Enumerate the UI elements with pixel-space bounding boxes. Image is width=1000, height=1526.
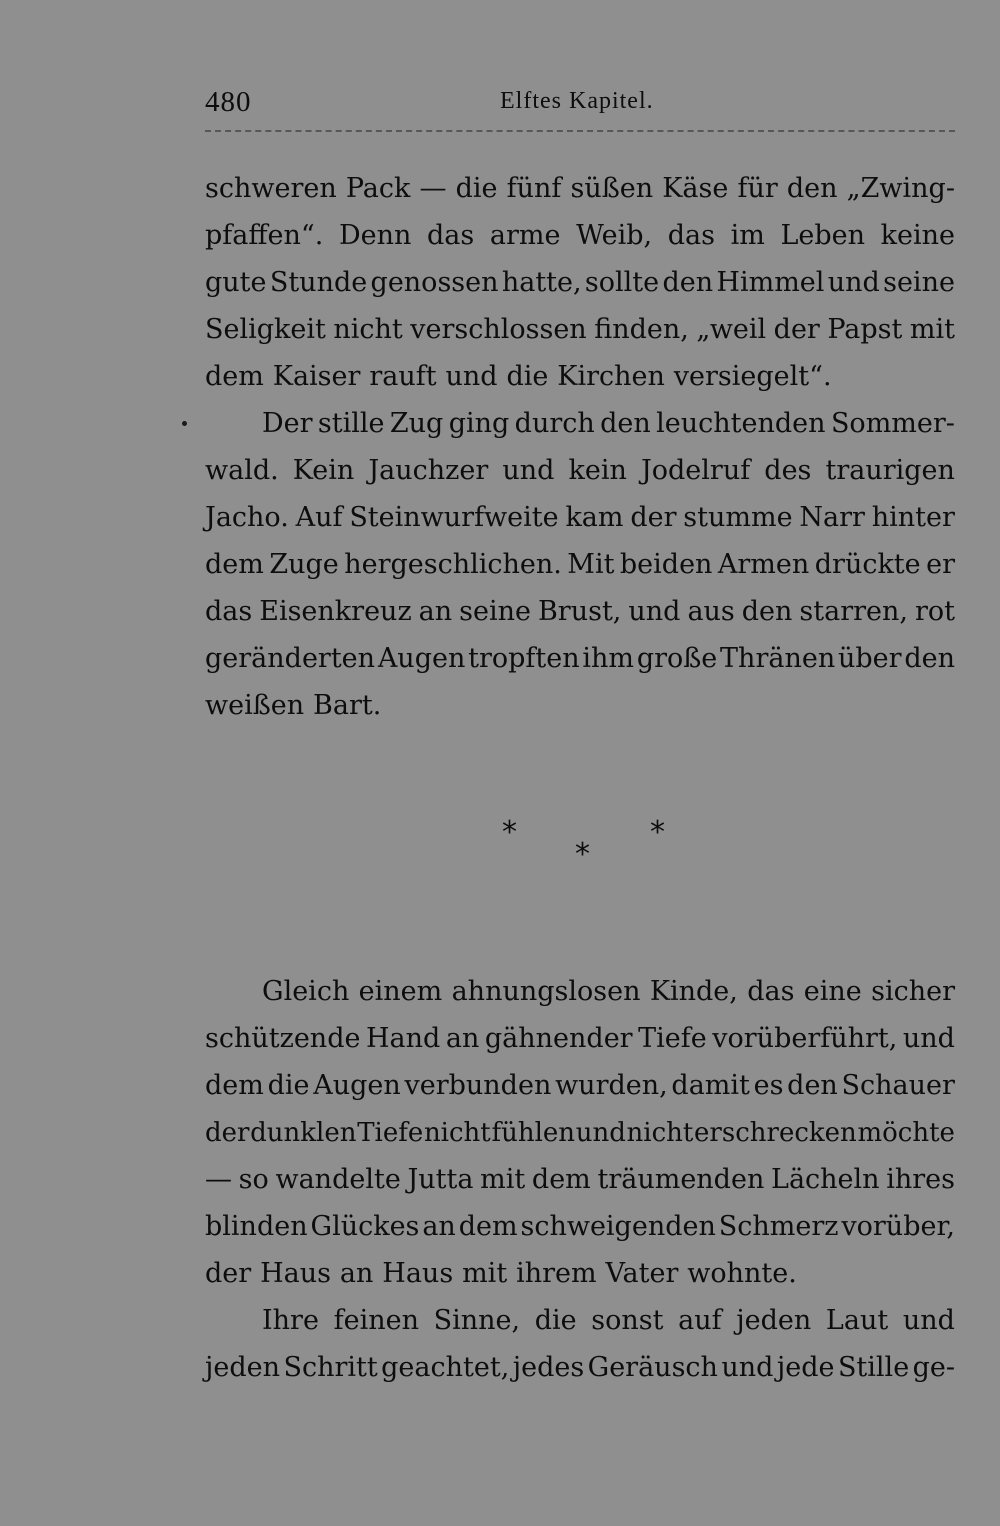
- text-line: dem Kaiser rauft und die Kirchen versiegelt“.: [205, 361, 832, 392]
- text-line: weißen Bart.: [205, 690, 382, 721]
- text-line: der dunklen Tiefe nicht fühlen und nicht erschrecken möchte: [205, 1118, 955, 1148]
- text-line: geränderten Augen tropften ihm große Thränen über den: [205, 643, 955, 674]
- text-line: pfaffen“. Denn das arme Weib, das im Leben keine: [205, 220, 955, 251]
- section-break-asterisk: *: [502, 815, 517, 850]
- text-line: blinden Glückes an dem schweigenden Schmerz vorüber,: [205, 1211, 955, 1242]
- section-break-asterisk: *: [575, 837, 590, 872]
- text-line: schützende Hand an gähnender Tiefe vorüberführt, und: [205, 1023, 955, 1054]
- text-line: wald. Kein Jauchzer und kein Jodelruf des traurigen: [205, 455, 955, 486]
- text-line: der Haus an Haus mit ihrem Vater wohnte.: [205, 1258, 797, 1289]
- header-rule: [205, 130, 955, 132]
- page-number: 480: [205, 86, 252, 118]
- running-title: Elftes Kapitel.: [500, 88, 654, 114]
- stray-mark: [182, 421, 187, 426]
- text-line: jeden Schritt geachtet, jedes Geräusch und jede Stille ge-: [205, 1352, 955, 1383]
- text-line: Ihre feinen Sinne, die sonst auf jeden Laut und: [262, 1305, 955, 1336]
- text-line: Der stille Zug ging durch den leuchtenden Sommer-: [262, 408, 955, 439]
- text-line: — so wandelte Jutta mit dem träumenden Lächeln ihres: [205, 1164, 955, 1195]
- section-break-asterisk: *: [650, 815, 665, 850]
- text-line: schweren Pack — die fünf süßen Käse für den „Zwing-: [205, 173, 955, 204]
- text-line: Seligkeit nicht verschlossen finden, „weil der Papst mit: [205, 314, 955, 345]
- text-line: gute Stunde genossen hatte, sollte den Himmel und seine: [205, 267, 955, 298]
- text-line: dem Zuge hergeschlichen. Mit beiden Armen drückte er: [205, 549, 955, 580]
- text-line: Jacho. Auf Steinwurfweite kam der stumme Narr hinter: [205, 502, 955, 533]
- text-line: Gleich einem ahnungslosen Kinde, das eine sicher: [262, 976, 955, 1007]
- text-line: das Eisenkreuz an seine Brust, und aus den starren, rot: [205, 596, 955, 627]
- text-line: dem die Augen verbunden wurden, damit es den Schauer: [205, 1070, 955, 1101]
